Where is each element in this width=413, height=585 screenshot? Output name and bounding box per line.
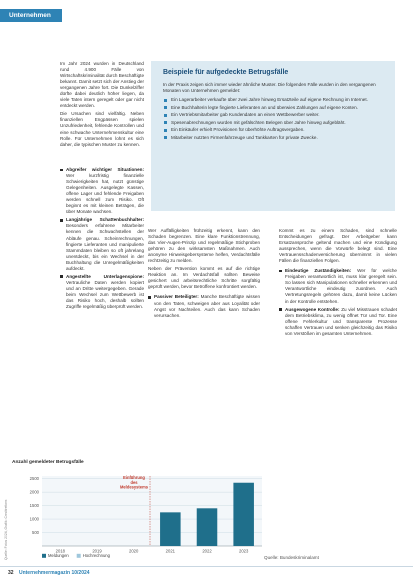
y-tick-label: 500 — [32, 530, 39, 536]
page-number: 32 — [8, 570, 14, 576]
list-item — [148, 294, 260, 318]
legend-swatch — [77, 554, 81, 558]
middle-column — [148, 228, 260, 446]
legend-label: Hochrechnung — [82, 553, 110, 558]
left-column-top — [60, 61, 144, 165]
legend-label: Meldungen — [48, 553, 69, 558]
bar — [233, 483, 254, 546]
bullet-text: Wer für welche Freigaben verantwortlich ist, muss klar geregelt sein. So lassen sich Manipulationen schneller erkennen und Verantwortliche eindeutig zuordnen. Auch Vertretungsregeln gehören dazu, damit keine Lücken in der Kontrolle entstehen. — [285, 268, 397, 304]
annotation-line-text: Einführung — [123, 475, 145, 480]
x-tick-label: 2023 — [239, 548, 249, 554]
chart-plot-area — [42, 476, 262, 546]
x-tick-label: 2019 — [92, 548, 102, 554]
publication-name: Unternehmermagazin 10/2024 — [18, 570, 90, 576]
list-item: Spesenabrechnungen wurden mit gefälschten Belegen über Jahre hinweg aufgebläht. — [163, 120, 385, 126]
x-tick-label: 2021 — [165, 548, 175, 554]
x-tick-label: 2018 — [55, 548, 65, 554]
y-tick-label: 2000 — [29, 489, 39, 495]
list-item — [279, 268, 397, 304]
paragraph: Die Ursachen sind vielfältig. Neben finanziellen Engpässen spielen Unzufriedenheit, fehlende Kontrollen und eine schwache Unternehmenskultur eine Rolle. Für Unternehmen lohnt es sich daher, die typischen Muster zu kennen. — [60, 111, 144, 147]
list-item: Eine Buchhalterin legte fingierte Lieferanten an und überwies Zahlungen auf eigene Konten. — [163, 105, 385, 111]
y-tick-label: 2500 — [29, 476, 39, 482]
chart-grid — [42, 476, 262, 546]
bullet-head: Langjährige Schattenbuchhalter: — [66, 217, 144, 223]
list-item — [60, 274, 144, 310]
bar-chart — [12, 460, 270, 570]
x-tick-label: 2020 — [129, 548, 139, 554]
paragraph: Neben der Prävention kommt es auf die richtige Reaktion an. Im Verdachtsfall sollten Beweise gesichert und arbeitsrechtliche Schritte sorgfältig geprüft werden, bevor Betroffene konfrontiert werden. — [148, 266, 260, 290]
paragraph: Kommt es zu einem Schaden, sind schnelle Entscheidungen gefragt. Der Arbeitgeber kann Ersatzansprüche geltend machen und eine Kündigung aussprechen, wenn die Vorwürfe belegt sind. Eine Vertrauensschadenversicherung übernimmt in vielen Fällen die finanziellen Folgen. — [279, 228, 397, 264]
bar — [160, 512, 181, 546]
list-item — [60, 167, 144, 215]
y-tick-label: 1000 — [29, 516, 39, 522]
list-item: Ein Einkäufer erhielt Provisionen für überhöhte Auftragsvergaben. — [163, 127, 385, 133]
section-rubric: Unternehmen — [0, 9, 62, 22]
margin-caption: Quelle: Fotos 2024, Grafik: Creditreform — [4, 499, 8, 560]
bullet-text: Wer kurzfristig finanzielle Schwierigkeiten hat, nutzt günstige Gelegenheiten. Ausgelegte Kassen, offene Lager und fehlende Freigaben werden schnell zum Risiko. Oft beginnt es mit kleinen Beträgen, die über Monate wachsen. — [66, 173, 144, 215]
page-footer — [8, 570, 90, 576]
chart-source: Quelle: Bundeskriminalamt — [264, 555, 319, 560]
footer-divider — [0, 566, 413, 567]
chart-title: Anzahl gemeldeter Betrugsfälle — [12, 460, 84, 465]
bullet-text: Zu viel Misstrauen schadet dem Betriebsklima, zu wenig öffnet Tür und Tor. Eine offene Fehlerkultur und transparente Prozesse schaffen Vertrauen und senken gleichzeitig das Risiko von Verstößen im gesamten Unternehmen. — [285, 306, 397, 336]
list-item: Ein Vertriebsmitarbeiter gab Kundendaten an einen Wettbewerber weiter. — [163, 112, 385, 118]
bullet-head: Passiver Beteiligter: — [154, 294, 199, 300]
paragraph: Wer Auffälligkeiten frühzeitig erkennt, kann den Schaden begrenzen. Eine klare Funktionstrennung, das Vier-Augen-Prinzip und regelmäßige Stichproben gehören zu den wirksamsten Maßnahmen. Auch anonyme Hinweisgebersysteme helfen, Verdachtsfälle rechtzeitig zu melden. — [148, 228, 260, 264]
y-tick-label: 1500 — [29, 503, 39, 509]
box-intro: In der Praxis zeigen sich immer wieder ähnliche Muster. Die folgenden Fälle wurden in den vergangenen Monaten von Unternehmen gemeldet: — [163, 82, 376, 93]
chart-y-ticks — [30, 476, 40, 535]
right-column — [279, 228, 397, 550]
left-column-bullets — [60, 167, 144, 439]
chart-legend — [42, 553, 111, 558]
box-list — [163, 97, 385, 141]
bullet-head: Angestellte Unterlagenspione: — [66, 273, 144, 279]
bullet-head: Ausgewogene Kontrolle: — [285, 306, 340, 312]
bullet-text: Manche Beschäftigte wissen von den Taten, schweigen aber aus Loyalität oder Angst vor Nachteilen. Auch das kann Schaden verursachen. — [154, 294, 260, 318]
bullet-head: Eindeutige Zuständigkeiten: — [285, 268, 352, 274]
chart — [12, 460, 270, 570]
bullet-text: Besonders erfahrene Mitarbeiter kennen die Schwachstellen der Abläufe genau. Scheinrechnungen, fingierte Lieferanten und manipulierte Stammdaten bleiben so oft jahrelang unentdeckt, bis ein Wechsel in der Buchhaltung die Unregelmäßigkeiten aufdeckt. — [66, 223, 144, 271]
list-item: Mitarbeiter nutzten Firmenfahrzeuge und Tankkarten für private Zwecke. — [163, 135, 385, 141]
bar — [197, 508, 218, 546]
x-tick-label: 2022 — [202, 548, 212, 554]
box-title: Beispiele für aufgedeckte Betrugsfälle — [163, 69, 289, 76]
bullet-text: Vertrauliche Daten werden kopiert und an Dritte weitergegeben. Gerade beim Wechsel zum Wettbewerb ist das Risiko hoch, deshalb sollten Zugriffe regelmäßig überprüft werden. — [66, 279, 144, 310]
legend-swatch — [42, 554, 46, 558]
list-item: Ein Lagerarbeiter verkaufte über zwei Jahre hinweg Ersatzteile auf eigene Rechnung im Internet. — [163, 97, 385, 103]
bullet-head: Abgreifer wichtiger Situationen: — [66, 167, 144, 172]
list-item — [279, 307, 397, 337]
list-item — [60, 217, 144, 271]
info-box — [151, 61, 395, 211]
annotation-line-text: Meldesystems — [120, 484, 148, 490]
annotation-line-text: des — [130, 479, 138, 485]
paragraph: Im Jahr 2024 wurden in Deutschland rund 4.900 Fälle von Wirtschaftskriminalität durch Beschäftigte bekannt. Damit setzt sich der Anstieg der vergangenen Jahre fort. Die Dunkelziffer dürfte dabei deutlich höher liegen, da viele Taten intern geregelt oder gar nicht entdeckt werden. — [60, 61, 144, 109]
